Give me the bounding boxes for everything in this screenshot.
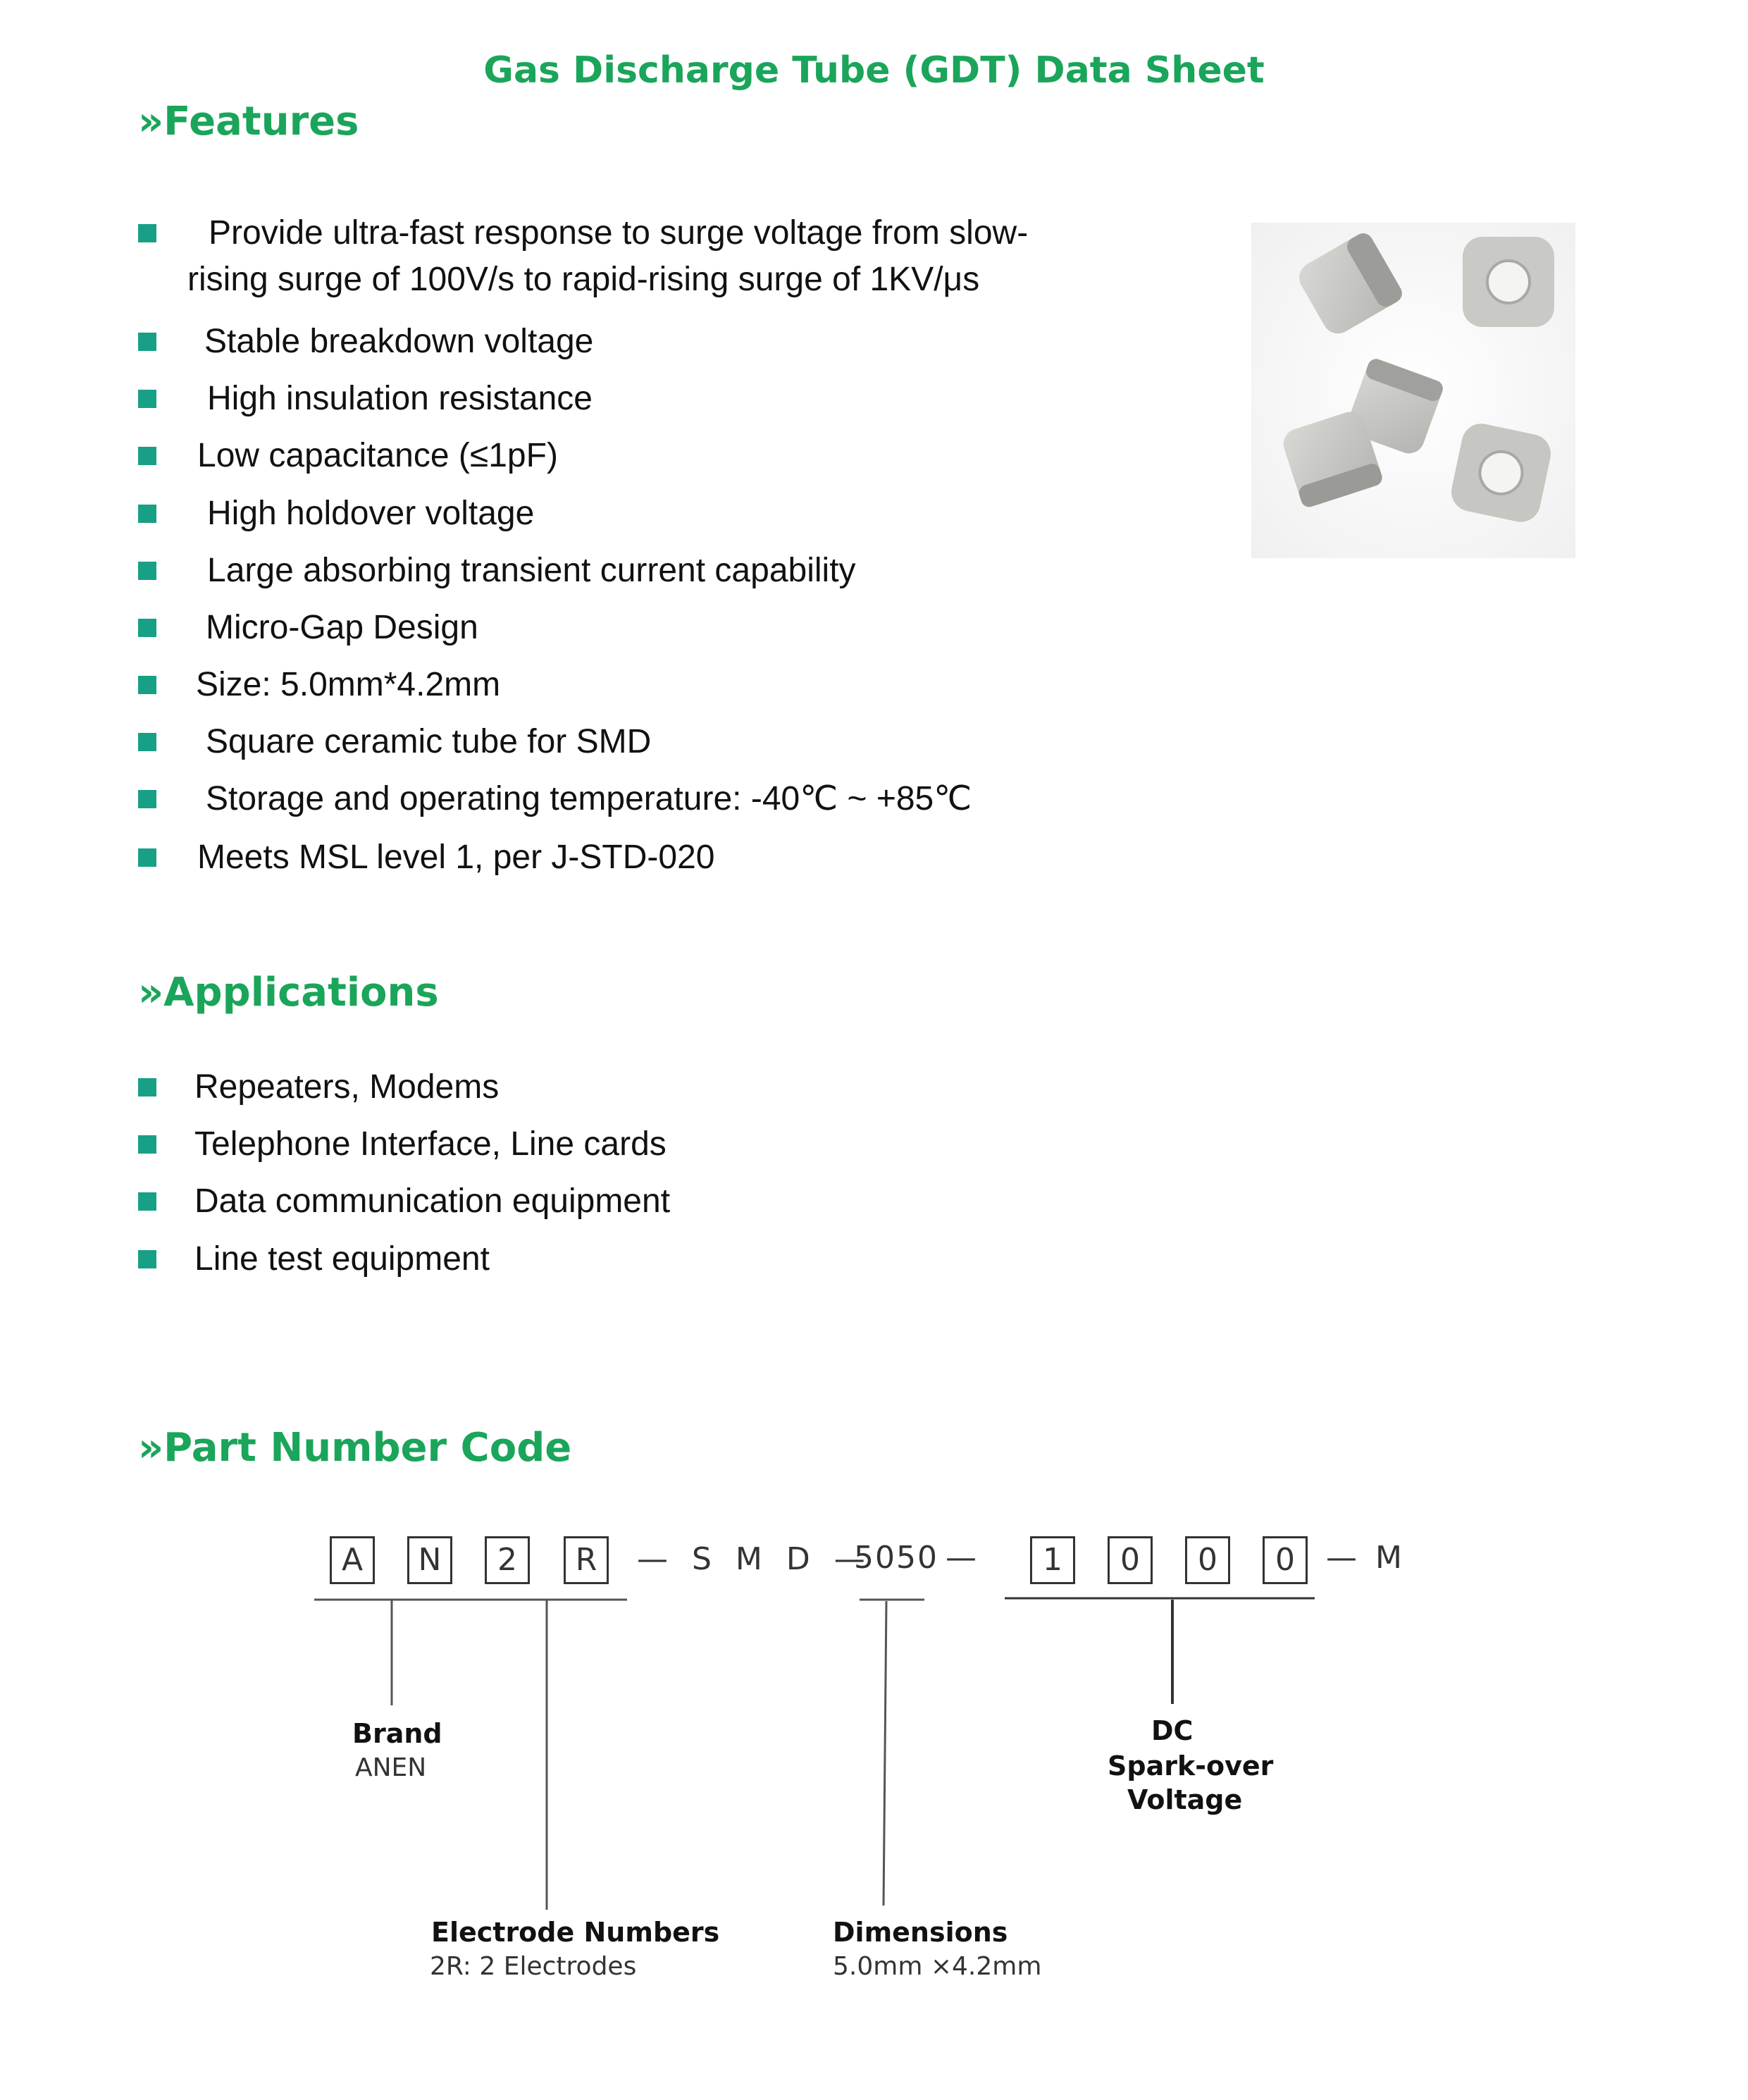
spark-over-label: Spark-over: [1108, 1750, 1274, 1781]
voltage-label: Voltage: [1127, 1784, 1243, 1815]
code-char-2: 2: [485, 1536, 530, 1584]
code-char-R: R: [564, 1536, 609, 1584]
gdt-product-photo: [1251, 223, 1575, 558]
square-bullet-icon: [138, 505, 156, 523]
square-bullet-icon: [138, 790, 156, 808]
applications-heading: »Applications: [138, 970, 439, 1015]
code-char-0b: 0: [1185, 1536, 1230, 1584]
square-bullet-icon: [138, 224, 156, 242]
brand-value: ANEN: [355, 1753, 427, 1782]
code-char-1: 1: [1030, 1536, 1075, 1584]
part-number-diagram: [310, 1480, 1409, 2015]
square-bullet-icon: [138, 619, 156, 637]
dc-label: DC: [1151, 1715, 1194, 1746]
page-title: Gas Discharge Tube (GDT) Data Sheet: [483, 49, 1265, 92]
code-dash: —: [946, 1540, 984, 1576]
code-char-N: N: [407, 1536, 452, 1584]
square-bullet-icon: [138, 333, 156, 351]
square-bullet-icon: [138, 848, 156, 867]
code-dimension: 5050: [854, 1540, 938, 1576]
features-heading: »Features: [138, 99, 359, 144]
code-char-A: A: [330, 1536, 375, 1584]
square-bullet-icon: [138, 447, 156, 465]
code-smd: — S M D —: [637, 1541, 872, 1577]
square-bullet-icon: [138, 1250, 156, 1268]
code-char-0c: 0: [1263, 1536, 1308, 1584]
square-bullet-icon: [138, 1192, 156, 1211]
code-char-0a: 0: [1108, 1536, 1153, 1584]
brand-label: Brand: [352, 1718, 442, 1749]
dimensions-value: 5.0mm ×4.2mm: [833, 1952, 1042, 1981]
square-bullet-icon: [138, 733, 156, 751]
code-tail-M: — M: [1326, 1540, 1406, 1576]
square-bullet-icon: [138, 390, 156, 408]
square-bullet-icon: [138, 1078, 156, 1097]
square-bullet-icon: [138, 562, 156, 580]
part-number-heading: »Part Number Code: [138, 1425, 572, 1471]
electrode-value: 2R: 2 Electrodes: [430, 1952, 637, 1981]
square-bullet-icon: [138, 676, 156, 694]
electrode-label: Electrode Numbers: [431, 1917, 720, 1948]
dimensions-label: Dimensions: [833, 1917, 1008, 1948]
square-bullet-icon: [138, 1135, 156, 1154]
